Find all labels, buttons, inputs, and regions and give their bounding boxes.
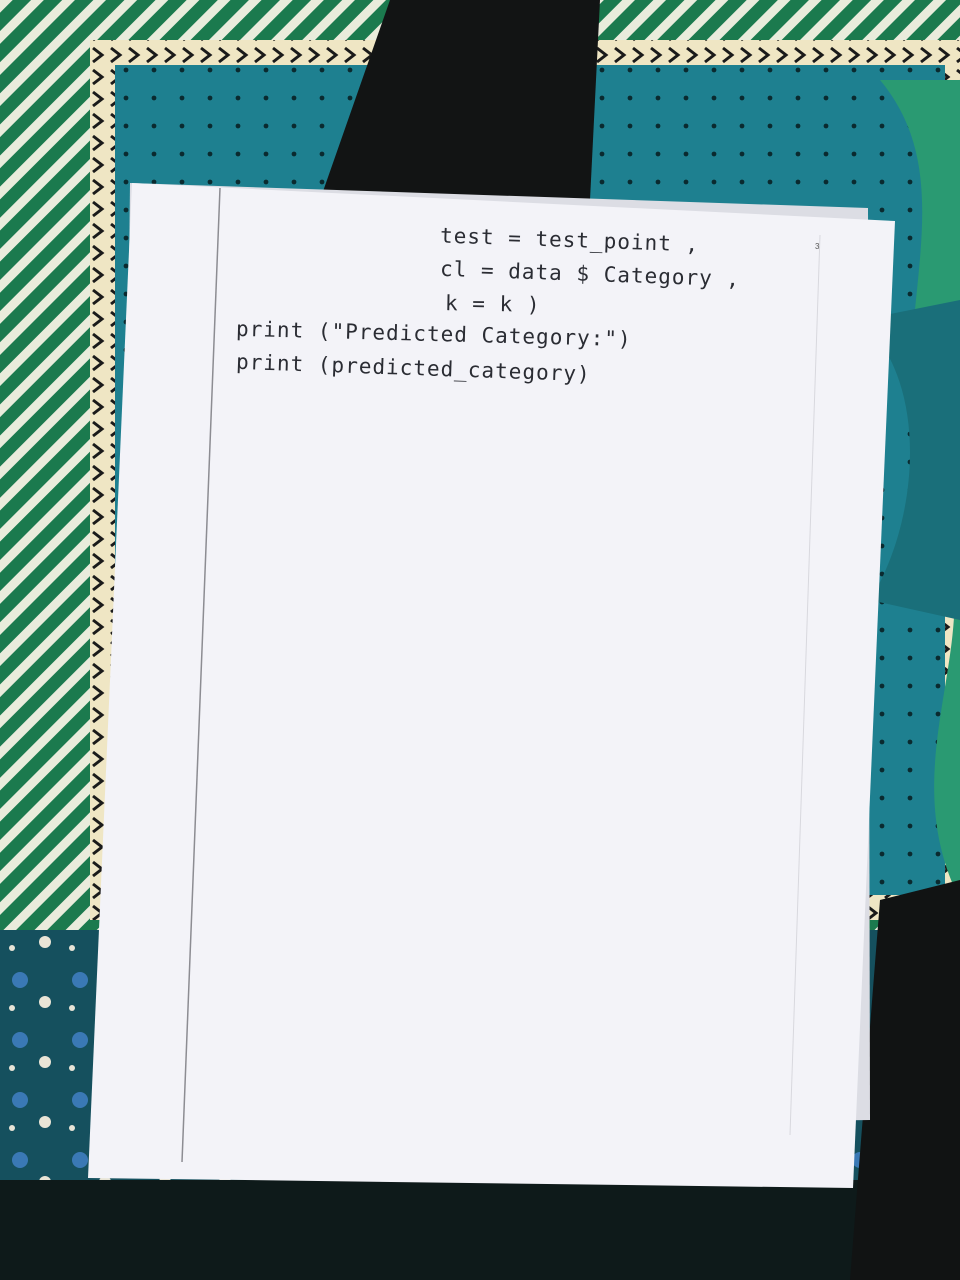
code-line-cl: cl = data $ Category , (439, 256, 741, 292)
page-number: 3 (815, 242, 820, 251)
code-line-test: test = test_point , (439, 223, 700, 257)
code-line-k: k = k ) (444, 291, 541, 317)
code-line-print-value: print (predicted_category) (235, 349, 592, 387)
code-line-print-label: print ("Predicted Category:") (235, 316, 632, 352)
